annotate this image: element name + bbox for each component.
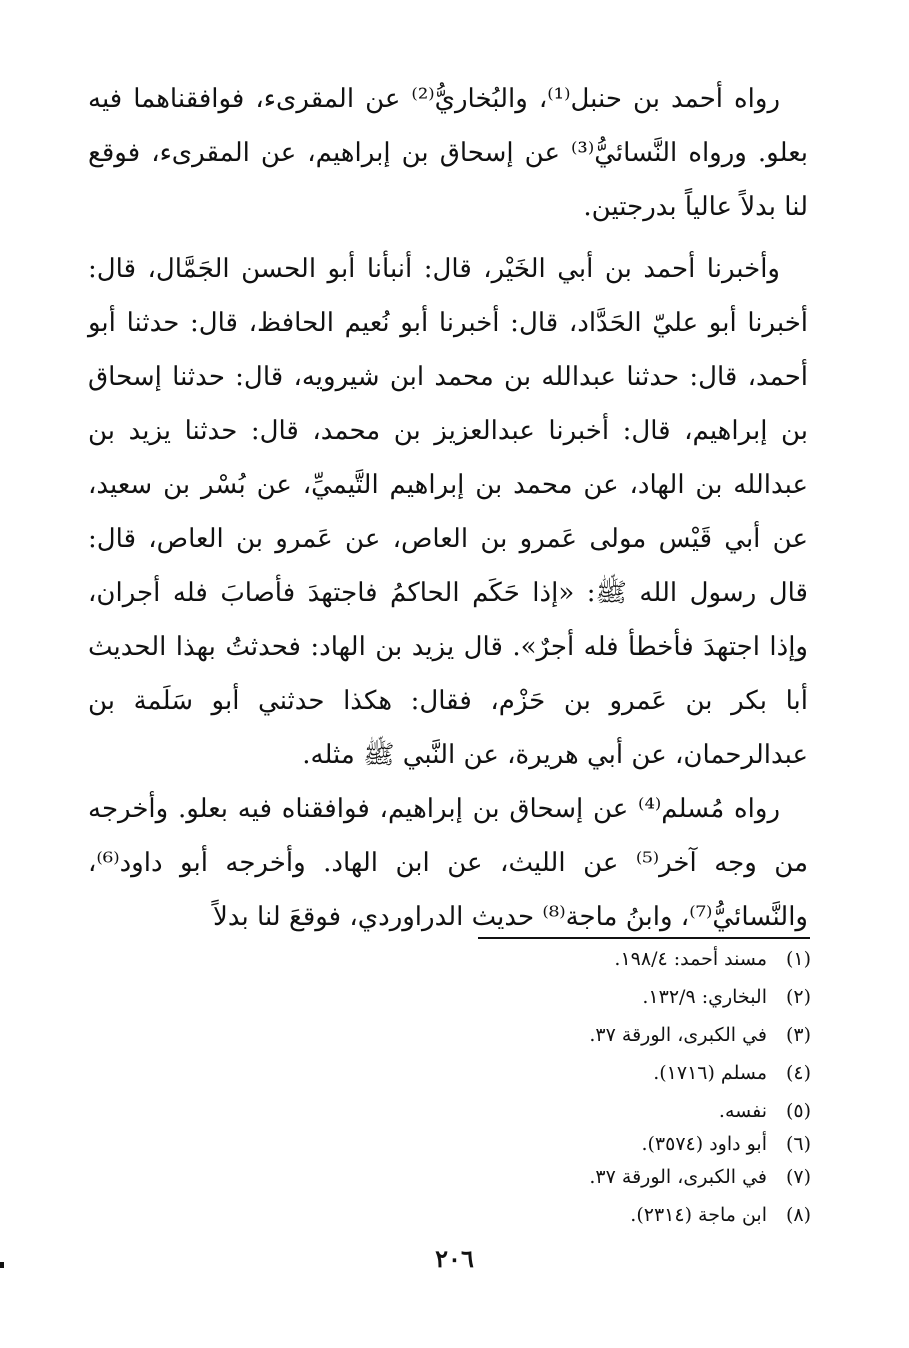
paragraph-1: رواه أحمد بن حنبل⁽¹⁾، والبُخاريُّ⁽²⁾ عن المقرىء، فوافقناهما فيه بعلو. ورواه النَّسائيُّ⁽³⁾ عن إسحاق بن إبراهيم، عن المقرىء، فوقع لنا بدلاً عالياً بدرجتين. [88,84,808,222]
footnote-number: (٦) [785,1133,811,1155]
paragraph-3: رواه مُسلم⁽⁴⁾ عن إسحاق بن إبراهيم، فوافقناه فيه بعلو. وأخرجه من وجه آخر⁽⁵⁾ عن الليث، عن ابن الهاد. وأخرجه أبو داود⁽⁶⁾، والنَّسائيُّ⁽⁷⁾، وابنُ ماجة⁽⁸⁾ حديث الدراوردي، فوقعَ لنا بدلاً [88,794,809,932]
footnote-7 [391,1158,811,1196]
footnote-text: مسلم (١٧١٦). [653,1062,767,1084]
footnote-8 [391,1196,811,1234]
footnote-3 [391,1016,811,1054]
footnote-text: البخاري: ١٣٢/٩. [642,986,767,1008]
footnote-number: (٣) [785,1024,811,1046]
footnote-2 [391,978,811,1016]
footnote-number: (١) [785,948,811,970]
page-number: ٢٠٦ [435,1244,474,1273]
footnote-5 [391,1092,811,1130]
footnote-number: (٨) [785,1204,811,1226]
footnote-text: في الكبرى، الورقة ٣٧. [589,1024,767,1046]
footnote-separator [478,937,810,939]
footnote-text: في الكبرى، الورقة ٣٧. [589,1166,767,1188]
footnote-6 [391,1130,811,1158]
footnote-number: (٤) [785,1062,811,1084]
scan-edge-mark [0,1262,4,1268]
paragraph-2: وأخبرنا أحمد بن أبي الخَيْر، قال: أنبأنا أبو الحسن الجَمَّال، قال: أخبرنا أبو عليّ الحَدَّاد، قال: أخبرنا أبو نُعيم الحافظ، قال: حدثنا أبو أحمد، قال: حدثنا عبدالله بن محمد ابن شيرويه، قال: حدثنا إسحاق بن إبراهيم، قال: أخبرنا عبدالعزيز بن محمد، قال: حدثنا يزيد بن عبدالله بن الهاد، عن محمد بن إبراهيم التَّيميِّ، عن بُسْر بن سعيد، عن أبي قَيْس مولى عَمرو بن العاص، عن عَمرو بن العاص، قال: قال رسول الله ﷺ: «إذا حَكَم الحاكمُ فاجتهدَ فأصابَ فله أجران، وإذا اجتهدَ فأخطأ فله أجرٌ». قال يزيد بن الهاد: فحدثتُ بهذا الحديث أبا بكر بن عَمرو بن حَزْم، فقال: هكذا حدثني أبو سَلَمة بن عبدالرحمان، عن أبي هريرة، عن النَّبي ﷺ مثله. [88,254,808,770]
footnote-4 [391,1054,811,1092]
footnote-text: نفسه. [718,1100,767,1122]
footnote-1 [391,940,811,978]
footnote-text: أبو داود (٣٥٧٤). [641,1133,767,1155]
main-text [88,72,808,944]
footnote-number: (٥) [785,1100,811,1122]
footnotes-list [391,940,811,1234]
footnote-text: مسند أحمد: ١٩٨/٤. [614,948,767,970]
footnote-number: (٢) [785,986,811,1008]
footnote-number: (٧) [785,1166,811,1188]
footnote-text: ابن ماجة (٢٣١٤). [630,1204,767,1226]
